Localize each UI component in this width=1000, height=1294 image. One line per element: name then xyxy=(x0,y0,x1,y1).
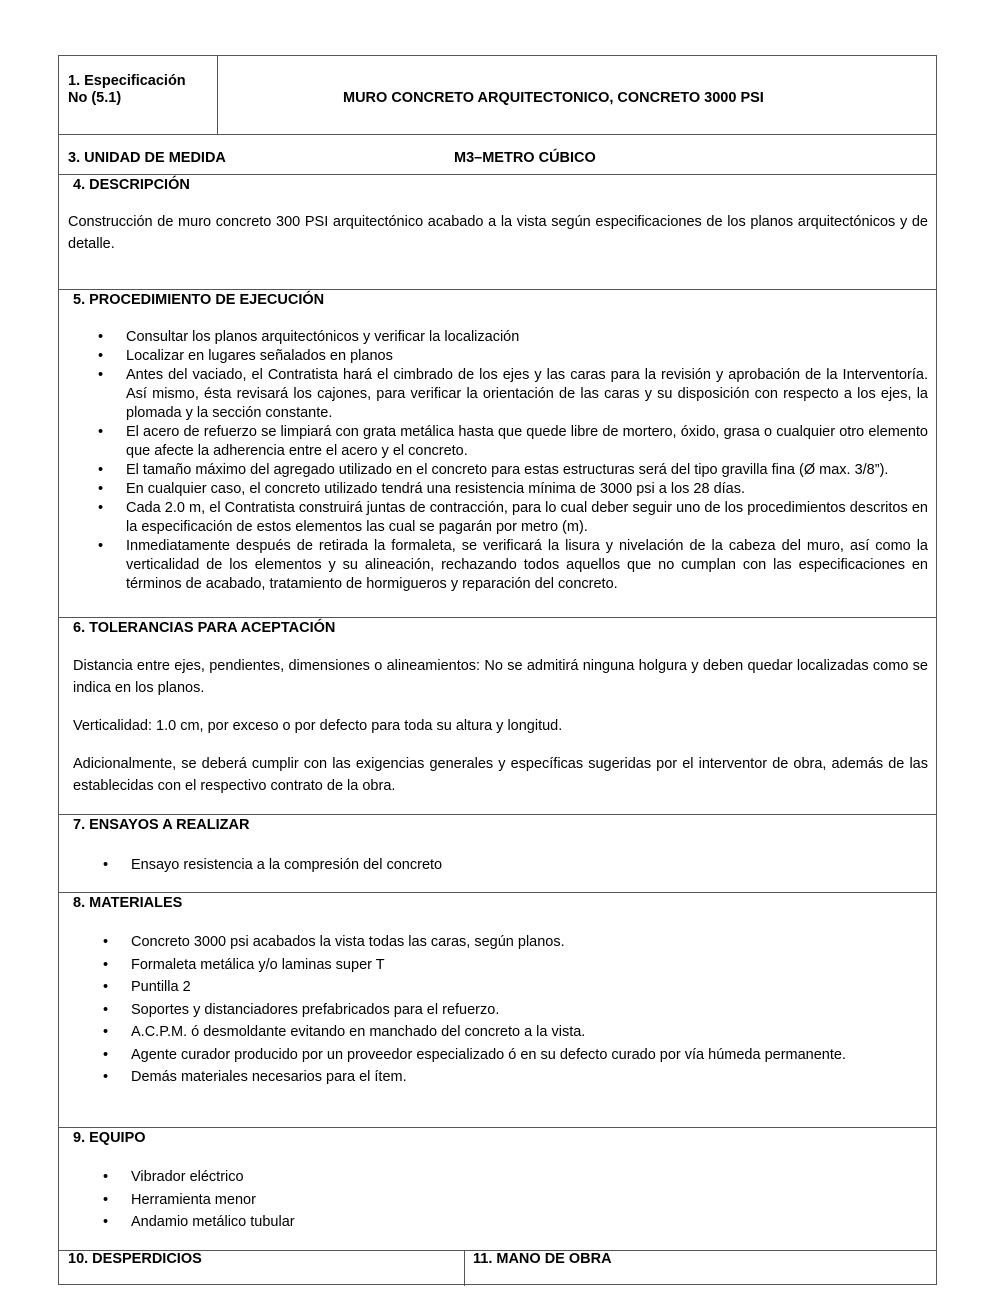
description-section xyxy=(59,174,936,289)
equipment-section xyxy=(59,1127,936,1250)
equipment-list xyxy=(131,1166,928,1234)
procedure-item: • Cada 2.0 m, el Contratista construirá juntas de contracción, para lo cual deber seguir uno de los procedimientos descritos en la especificación de estos elementos las cual se pagarán por metro (m). xyxy=(126,499,928,537)
materials-section xyxy=(59,892,936,1127)
procedure-item: • Inmediatamente después de retirada la formaleta, se verificará la lisura y nivelación de la cabeza del muro, así como la verticalidad de los elementos y su alineación, rechazando todos aquellos que no cumplan con las especificaciones en términos de acabado, tratamiento de hormigueros y reparación del concreto. xyxy=(126,537,928,594)
unit-value: M3–METRO CÚBICO xyxy=(454,150,596,166)
procedure-item: • Localizar en lugares señalados en planos xyxy=(126,347,928,366)
labor-label: 11. MANO DE OBRA xyxy=(473,1251,612,1267)
procedure-item: • En cualquier caso, el concreto utilizado tendrá una resistencia mínima de 3000 psi a los 28 días. xyxy=(126,480,928,499)
procedure-section xyxy=(59,289,936,617)
materials-item: • Demás materiales necesarios para el ítem. xyxy=(131,1066,928,1089)
spec-label-line2: No (5.1) xyxy=(68,90,122,106)
materials-list xyxy=(131,931,928,1089)
procedure-list xyxy=(126,328,928,594)
materials-item: • Soportes y distanciadores prefabricados para el refuerzo. xyxy=(131,999,928,1022)
materials-item: • Agente curador producido por un proveedor especializado ó en su defecto curado por vía húmeda permanente. xyxy=(131,1044,928,1067)
tolerances-heading: 6. TOLERANCIAS PARA ACEPTACIÓN xyxy=(73,620,336,636)
materials-item: • A.C.P.M. ó desmoldante evitando en manchado del concreto a la vista. xyxy=(131,1021,928,1044)
tests-item: • Ensayo resistencia a la compresión del concreto xyxy=(131,855,928,875)
procedure-heading: 5. PROCEDIMIENTO DE EJECUCIÓN xyxy=(73,292,325,308)
procedure-item: • El tamaño máximo del agregado utilizado en el concreto para estas estructuras será del tipo gravilla fina (Ø max. 3/8”). xyxy=(126,461,928,480)
materials-item: • Formaleta metálica y/o laminas super T xyxy=(131,954,928,977)
materials-heading: 8. MATERIALES xyxy=(73,895,183,911)
description-text: Construcción de muro concreto 300 PSI arquitectónico acabado a la vista según especificaciones de los planos arquitectónicos y de detalle. xyxy=(68,214,928,252)
equipment-item: • Andamio metálico tubular xyxy=(131,1211,928,1234)
procedure-item: • Consultar los planos arquitectónicos y verificar la localización xyxy=(126,328,928,347)
tests-section xyxy=(59,814,936,892)
equipment-item: • Herramienta menor xyxy=(131,1189,928,1212)
unit-row xyxy=(59,134,936,174)
tolerances-paragraph: Distancia entre ejes, pendientes, dimensiones o alineamientos: No se admitirá ninguna holgura y deben quedar localizadas como se indica en los planos. xyxy=(73,658,928,696)
description-heading: 4. DESCRIPCIÓN xyxy=(73,177,190,193)
equipment-heading: 9. EQUIPO xyxy=(73,1130,146,1146)
procedure-item: • Antes del vaciado, el Contratista hará el cimbrado de los ejes y las caras para la revisión y aprobación de la Interventoría. Así mismo, ésta revisará los cajones, para verificar la orientación de las caras y su disposición con respecto a los ejes, la plomada y la sección constante. xyxy=(126,366,928,423)
waste-label: 10. DESPERDICIOS xyxy=(68,1251,202,1267)
tolerances-paragraph: Verticalidad: 1.0 cm, por exceso o por defecto para toda su altura y longitud. xyxy=(73,718,563,734)
spec-title: MURO CONCRETO ARQUITECTONICO, CONCRETO 3000 PSI xyxy=(343,90,764,106)
specification-sheet xyxy=(58,55,937,1285)
spec-label-line1: 1. Especificación xyxy=(68,73,186,89)
spec-number-cell xyxy=(59,56,218,134)
materials-item: • Concreto 3000 psi acabados la vista todas las caras, según planos. xyxy=(131,931,928,954)
tolerances-paragraph: Adicionalmente, se deberá cumplir con las exigencias generales y específicas sugeridas por el interventor de obra, además de las establecidas con el respectivo contrato de la obra. xyxy=(73,756,928,794)
tests-heading: 7. ENSAYOS A REALIZAR xyxy=(73,817,250,833)
waste-cell xyxy=(59,1251,465,1286)
equipment-item: • Vibrador eléctrico xyxy=(131,1166,928,1189)
tolerances-section xyxy=(59,617,936,814)
materials-item: • Puntilla 2 xyxy=(131,976,928,999)
header-row xyxy=(59,56,936,134)
footer-row xyxy=(59,1250,936,1286)
unit-label: 3. UNIDAD DE MEDIDA xyxy=(68,150,226,166)
procedure-item: • El acero de refuerzo se limpiará con grata metálica hasta que quede libre de mortero, óxido, grasa o cualquier otro elemento que afecte la adherencia entre el acero y el concreto. xyxy=(126,423,928,461)
tests-list xyxy=(131,855,928,875)
